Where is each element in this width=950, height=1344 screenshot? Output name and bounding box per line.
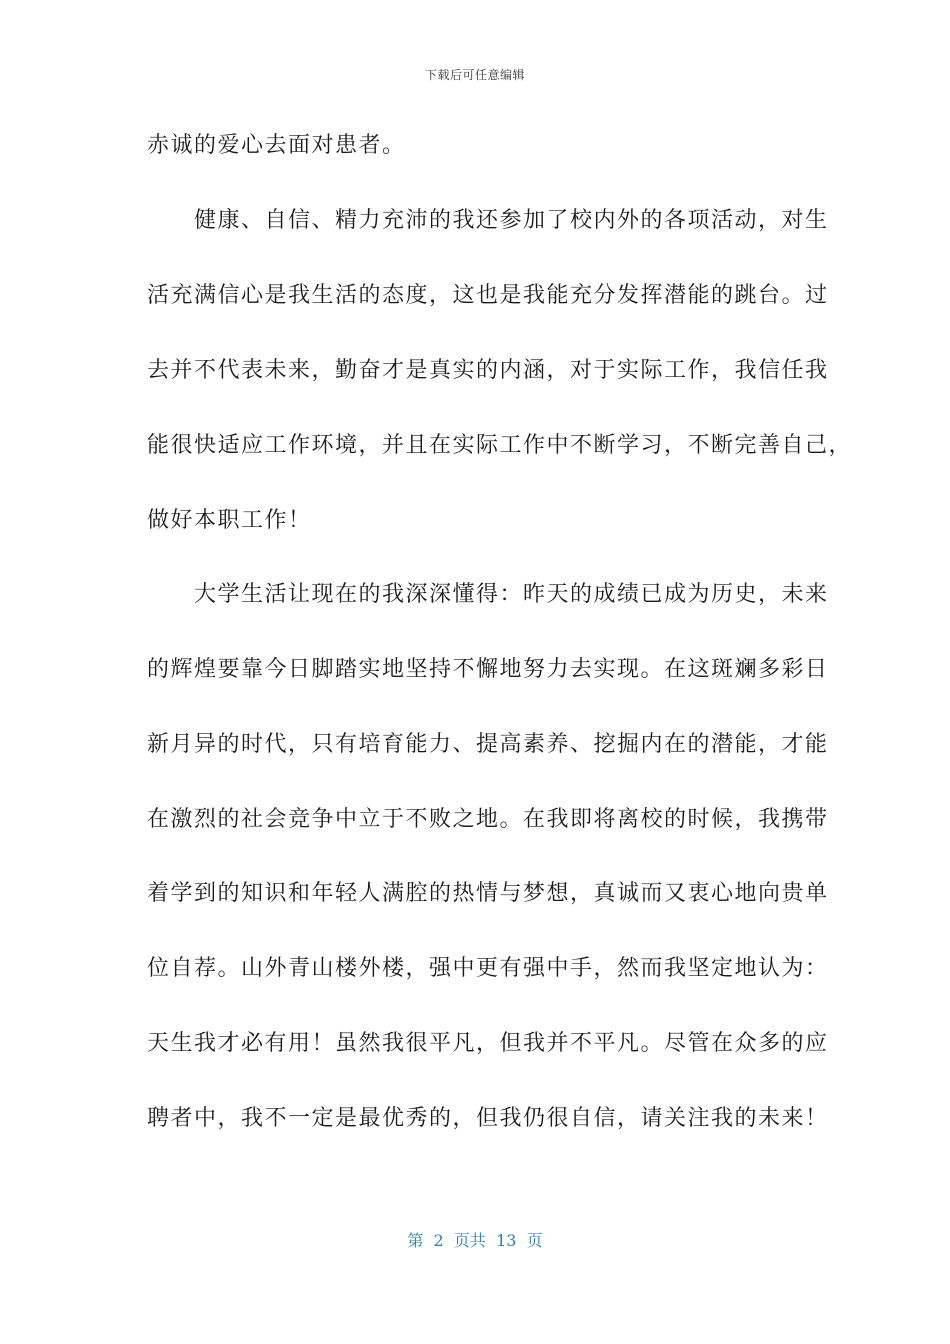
text-line: 在激烈的社会竞争中立于不败之地。在我即将离校的时候，我携带 [147,807,829,832]
text-line: 赤诚的爱心去面对患者。 [147,133,406,158]
text-line: 健康、自信、精力充沛的我还参加了校内外的各项活动，对生 [147,208,829,233]
text-line: 天生我才必有用！虽然我很平凡，但我并不平凡。尽管在众多的应 [147,1031,829,1056]
text-line: 新月异的时代，只有培育能力、提高素养、挖掘内在的潜能，才能 [147,732,829,757]
text-line: 大学生活让现在的我深深懂得：昨天的成绩已成为历史，未来 [147,582,829,607]
text-line: 的辉煌要靠今日脚踏实地坚持不懈地努力去实现。在这斑斓多彩日 [147,657,829,682]
text-line: 位自荐。山外青山楼外楼，强中更有强中手，然而我坚定地认为： [147,956,829,981]
text-line: 着学到的知识和年轻人满腔的热情与梦想，真诚而又衷心地向贵单 [147,881,829,906]
page-footer: 第 2 页共 13 页 [407,1231,543,1250]
text-line: 能很快适应工作环境，并且在实际工作中不断学习，不断完善自己， [147,433,853,458]
text-line: 做好本职工作！ [147,508,312,533]
text-line: 聘者中，我不一定是最优秀的，但我仍很自信，请关注我的未来！ [147,1106,829,1131]
text-line: 去并不代表未来，勤奋才是真实的内涵，对于实际工作，我信任我 [147,358,829,383]
text-line: 活充满信心是我生活的态度，这也是我能充分发挥潜能的跳台。过 [147,283,829,308]
page-header-note: 下载后可任意编辑 [424,68,525,82]
